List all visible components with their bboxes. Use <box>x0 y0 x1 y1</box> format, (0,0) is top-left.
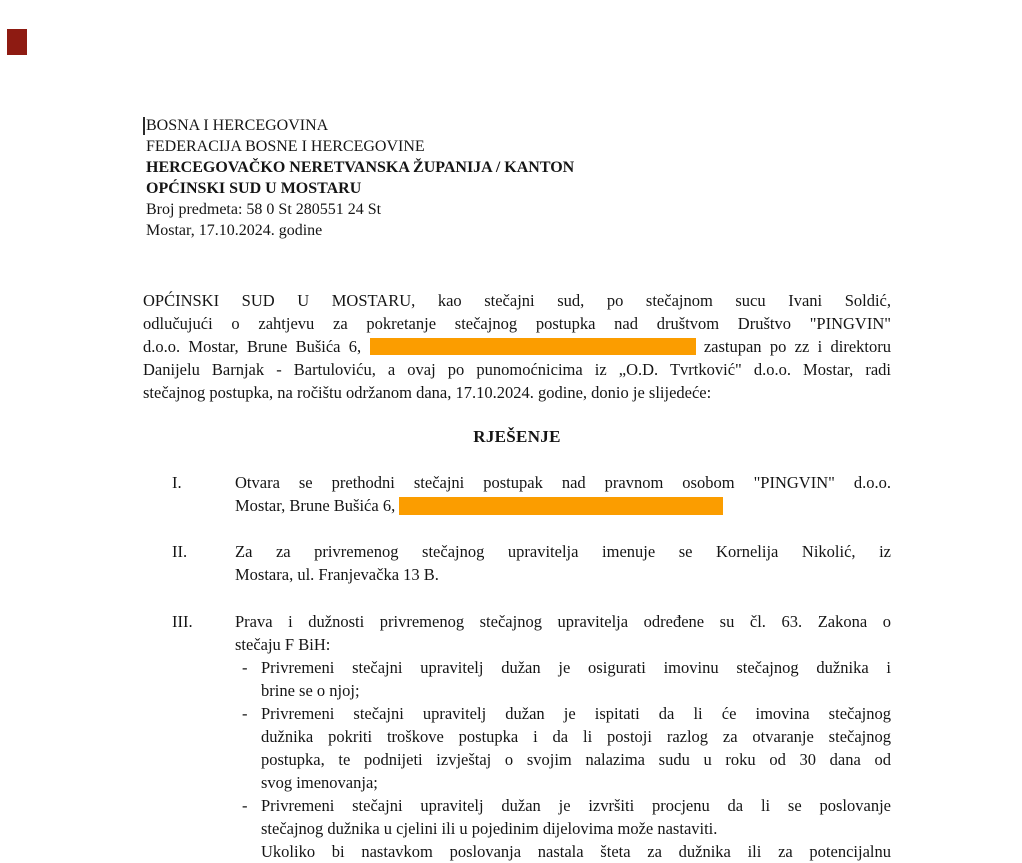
intro-line-text: d.o.o. Mostar, Brune Bušića 6, <box>143 337 362 356</box>
bullet-line: Privremeni stečajni upravitelj dužan je osigurati imovinu stečajnog dužnika i <box>261 658 891 677</box>
duty-bullet-3 <box>143 794 891 840</box>
item-numeral: II. <box>172 542 188 561</box>
bullet-line: Privremeni stečajni upravitelj dužan je izvršiti procjenu da li se poslovanje <box>261 796 891 815</box>
decision-heading: RJEŠENJE <box>473 427 561 446</box>
redaction-block <box>370 338 696 355</box>
item-numeral: I. <box>172 473 182 492</box>
intro-line-text: zastupan po zz i direktoru <box>703 337 891 356</box>
redaction-block <box>399 497 723 515</box>
item-line: Otvara se prethodni stečajni postupak nad pravnom osobom "PINGVIN" d.o.o. <box>235 473 891 492</box>
header-place-date: Mostar, 17.10.2024. godine <box>146 222 323 239</box>
intro-line: Danijelu Barnjak - Bartuloviću, a ovaj po punomoćnicima iz „O.D. Tvrtković" d.o.o. Mostar, radi <box>143 360 891 379</box>
continuation-line-clipped: Ukoliko bi nastavkom poslovanja nastala šteta za dužnika ili za potencijalnu <box>261 842 891 861</box>
item-line: Za za privremenog stečajnog upravitelja imenuje se Kornelija Nikolić, iz <box>235 542 891 561</box>
item-line-text: Mostar, Brune Bušića 6, <box>235 496 396 515</box>
bullet-line: brine se o njoj; <box>261 681 360 700</box>
header-country: BOSNA I HERCEGOVINA <box>146 117 329 134</box>
header-court: OPĆINSKI SUD U MOSTARU <box>146 180 362 197</box>
bullet-line: stečajnog dužnika u cjelini ili u pojedinim dijelovima može nastaviti. <box>261 819 718 838</box>
duty-bullet-2 <box>143 702 891 794</box>
text-cursor <box>143 117 145 135</box>
bullet-dash: - <box>242 704 248 723</box>
court-header <box>143 115 891 241</box>
item-line <box>235 494 891 517</box>
intro-line: odlučujući o zahtjevu za pokretanje stečajnog postupka nad društvom Društvo "PINGVIN" <box>143 314 891 333</box>
intro-line: OPĆINSKI SUD U MOSTARU, kao stečajni sud, po stečajnom sucu Ivani Soldić, <box>143 291 891 310</box>
bullet-line: svog imenovanja; <box>261 773 378 792</box>
intro-line: stečajnog postupka, na ročištu održanom dana, 17.10.2024. godine, donio je slijedeće: <box>143 383 712 402</box>
intro-paragraph <box>143 289 891 404</box>
decision-item-1 <box>143 471 891 517</box>
intro-line <box>143 335 891 358</box>
header-case-number: Broj predmeta: 58 0 St 280551 24 St <box>146 201 382 218</box>
bullet-line: Privremeni stečajni upravitelj dužan je ispitati da li će imovina stečajnog <box>261 704 891 723</box>
item-line: Prava i dužnosti privremenog stečajnog upravitelja određene su čl. 63. Zakona o <box>235 612 891 631</box>
bullet-line: postupka, te podnijeti izvještaj o svojim nalazima sudu u roku od 30 dana od <box>261 750 891 769</box>
header-canton: HERCEGOVAČKO NERETVANSKA ŽUPANIJA / KANTON <box>146 159 575 176</box>
bullet-dash: - <box>242 796 248 815</box>
bullet-line: dužnika pokriti troškove postupka i da li postoji razlog za otvaranje stečajnog <box>261 727 891 746</box>
item-line: stečaju F BiH: <box>235 635 331 654</box>
item-numeral: III. <box>172 612 193 631</box>
decision-item-2 <box>143 540 891 586</box>
red-corner-marker <box>7 29 27 55</box>
document-content <box>143 115 891 863</box>
header-federation: FEDERACIJA BOSNE I HERCEGOVINE <box>146 138 425 155</box>
duty-bullet-1 <box>143 656 891 702</box>
bullet-dash: - <box>242 658 248 677</box>
decision-item-3 <box>143 610 891 656</box>
item-line: Mostara, ul. Franjevačka 13 B. <box>235 565 439 584</box>
